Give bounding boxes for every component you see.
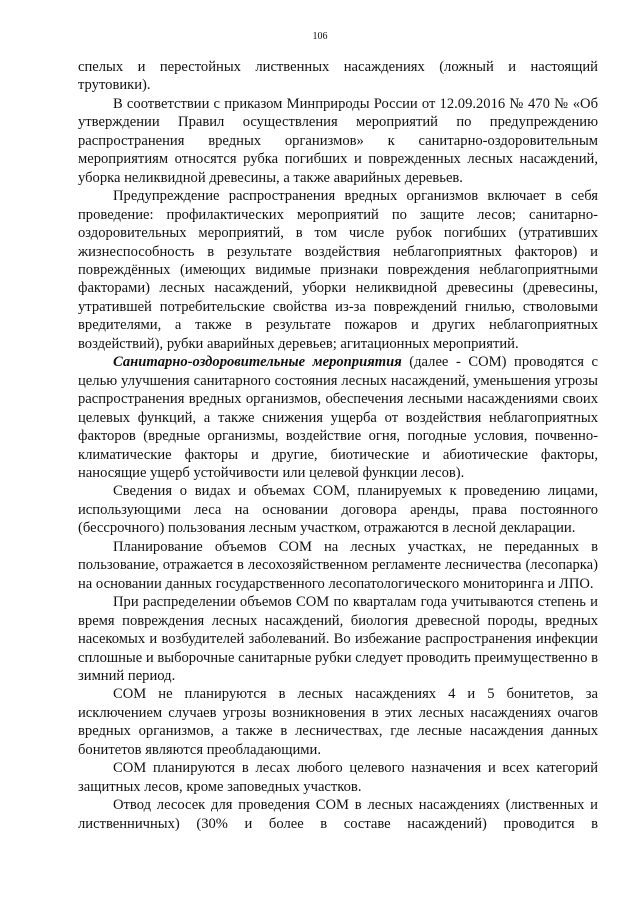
paragraph-cutting-area-allotment: Отвод лесосек для проведения СОМ в лесных насаждениях (лиственных и лиственничных) (30% и более в составе насаждений) проводится в: [78, 797, 598, 832]
paragraph-forest-categories: СОМ планируются в лесах любого целевого назначения и всех категорий защитных лесов, кроме заповедных участков.: [78, 760, 598, 795]
som-definition-text: (далее - СОМ) проводятся с целью улучшения санитарного состояния лесных насаждений, уменьшения угрозы распространения вредных организмов, обеспечения лесными насаждениями своих целевых функций, а также снижения ущерба от воздействия неблагоприятных факторов (вредные организмы, воздействие огня, погодные условия, почвенно-климатические факторы и другие, биотические и абиотические факторы, наносящие ущерб устойчивости или целевой функции лесов).: [78, 354, 598, 481]
paragraph-bonitet-exclusion: СОМ не планируются в лесных насаждениях 4 и 5 бонитетов, за исключением случаев угрозы возникновения в этих лесных насаждениях очагов вредных организмов, а также в лесничествах, где лесные насаждения данных бонитетов являются преобладающими.: [78, 686, 598, 758]
paragraph-quarterly-distribution: При распределении объемов СОМ по кварталам года учитываются степень и время повреждения лесных насаждений, биология древесной породы, вредных насекомых и возбудителей заболеваний. Во избежание распространения инфекции сплошные и выборочные санитарные рубки следует проводить преимущественно в зимний период.: [78, 594, 598, 684]
paragraph-order-reference: В соответствии с приказом Минприроды России от 12.09.2016 № 470 № «Об утверждении Правил осуществления мероприятий по предупреждению распространения вредных организмов» к санитарно-оздоровительным мероприятиям относятся рубка погибших и поврежденных лесных насаждений, уборка неликвидной древесины, а также аварийных деревьев.: [78, 95, 598, 186]
paragraph-som-planning: Планирование объемов СОМ на лесных участках, не переданных в пользование, отражается в лесохозяйственном регламенте лесничества (лесопарка) на основании данных государственного лесопатологического мониторинга и ЛПО.: [78, 538, 598, 592]
paragraph-continuation: спелых и перестойных лиственных насаждениях (ложный и настоящий трутовики).: [78, 59, 598, 94]
paragraph-som-declaration: Сведения о видах и объемах СОМ, планируемых к проведению лицами, использующими леса на основании договора аренды, права постоянного (бессрочного) пользования лесным участком, отражаются в лесной декларации.: [78, 483, 598, 537]
paragraph-pest-prevention: Предупреждение распространения вредных организмов включает в себя проведение: профилактических мероприятий по защите лесов; санитарно-оздоровительных мероприятий, в том числе рубок погибших (утративших жизнеспособность в результате воздействия неблагоприятных факторов) и повреждённых (имеющих видимые признаки повреждения неблагоприятными факторами) лесных насаждений, уборки неликвидной древесины (древесины, утратившей потребительские свойства из-за повреждений гнилью, стволовыми вредителями, а также в результате пожаров и других неблагоприятных воздействий), рубки аварийных деревьев; агитационных мероприятий.: [78, 188, 598, 352]
som-term: Санитарно-оздоровительные мероприятия: [113, 354, 402, 371]
document-body: [78, 58, 598, 833]
paragraph-som-definition: [78, 353, 598, 482]
page-number: 106: [312, 31, 328, 42]
